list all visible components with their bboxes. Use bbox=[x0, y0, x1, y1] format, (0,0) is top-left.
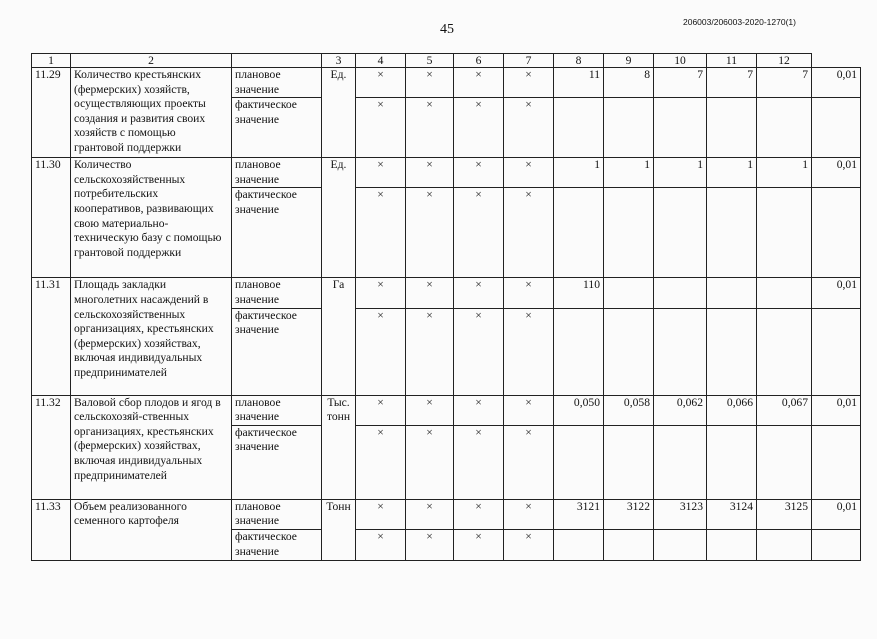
plan-value: 1 bbox=[554, 158, 604, 188]
plan-value: 1 bbox=[654, 158, 707, 188]
col-header: 1 bbox=[32, 54, 71, 68]
fact-value bbox=[654, 308, 707, 395]
plan-value: 7 bbox=[707, 68, 757, 98]
fact-label: фактическое значение bbox=[232, 529, 322, 560]
cross-cell: × bbox=[356, 98, 406, 158]
fact-value bbox=[707, 529, 757, 560]
cross-cell: × bbox=[406, 425, 454, 499]
fact-value bbox=[707, 308, 757, 395]
fact-value bbox=[554, 188, 604, 278]
cross-cell: × bbox=[504, 158, 554, 188]
cross-cell: × bbox=[504, 529, 554, 560]
cross-cell: × bbox=[504, 68, 554, 98]
cross-cell: × bbox=[504, 98, 554, 158]
fact-value bbox=[554, 529, 604, 560]
plan-value: 110 bbox=[554, 278, 604, 308]
cross-cell: × bbox=[504, 278, 554, 308]
fact-value bbox=[757, 529, 812, 560]
cross-cell: × bbox=[454, 98, 504, 158]
plan-label: плановое значение bbox=[232, 395, 322, 425]
cross-cell: × bbox=[356, 158, 406, 188]
fact-value bbox=[707, 188, 757, 278]
cross-cell: × bbox=[356, 425, 406, 499]
fact-value bbox=[554, 425, 604, 499]
plan-value bbox=[654, 278, 707, 308]
indicator-plan-row bbox=[32, 158, 861, 188]
fact-value bbox=[707, 98, 757, 158]
unit-cell: Тыс. тонн bbox=[322, 395, 356, 499]
col-header: 5 bbox=[406, 54, 454, 68]
fact-value bbox=[554, 98, 604, 158]
cross-cell: × bbox=[504, 188, 554, 278]
weight-cell: 0,01 bbox=[812, 158, 861, 188]
row-number: 11.33 bbox=[32, 499, 71, 560]
fact-value bbox=[604, 529, 654, 560]
cross-cell: × bbox=[454, 188, 504, 278]
page-number: 45 bbox=[440, 22, 454, 37]
weight-cell-empty bbox=[812, 188, 861, 278]
indicator-name: Валовой сбор плодов и ягод в сельскохозяй-ственных организациях, крестьянских (фермерских) хозяйствах, включая индивидуальных предпринимателей bbox=[71, 395, 232, 499]
plan-value bbox=[604, 278, 654, 308]
fact-label: фактическое значение bbox=[232, 98, 322, 158]
plan-value: 1 bbox=[707, 158, 757, 188]
col-header: 11 bbox=[707, 54, 757, 68]
plan-value: 3121 bbox=[554, 499, 604, 529]
fact-value bbox=[757, 425, 812, 499]
indicator-plan-row bbox=[32, 68, 861, 98]
cross-cell: × bbox=[454, 425, 504, 499]
cross-cell: × bbox=[454, 529, 504, 560]
col-header: 9 bbox=[604, 54, 654, 68]
cross-cell: × bbox=[454, 278, 504, 308]
cross-cell: × bbox=[356, 278, 406, 308]
cross-cell: × bbox=[406, 98, 454, 158]
fact-value bbox=[757, 98, 812, 158]
fact-value bbox=[604, 98, 654, 158]
plan-value: 0,067 bbox=[757, 395, 812, 425]
weight-cell-empty bbox=[812, 425, 861, 499]
weight-cell-empty bbox=[812, 98, 861, 158]
cross-cell: × bbox=[504, 499, 554, 529]
plan-value: 0,066 bbox=[707, 395, 757, 425]
plan-label: плановое значение bbox=[232, 499, 322, 529]
fact-label: фактическое значение bbox=[232, 425, 322, 499]
plan-value: 3122 bbox=[604, 499, 654, 529]
cross-cell: × bbox=[454, 68, 504, 98]
row-number: 11.31 bbox=[32, 278, 71, 395]
fact-label: фактическое значение bbox=[232, 308, 322, 395]
plan-value: 1 bbox=[604, 158, 654, 188]
row-number: 11.29 bbox=[32, 68, 71, 158]
fact-value bbox=[604, 425, 654, 499]
cross-cell: × bbox=[454, 395, 504, 425]
col-header bbox=[232, 54, 322, 68]
weight-cell: 0,01 bbox=[812, 395, 861, 425]
cross-cell: × bbox=[454, 308, 504, 395]
indicator-name: Количество крестьянских (фермерских) хозяйств, осуществляющих проекты создания и развития своих хозяйств с помощью грантовой поддержки bbox=[71, 68, 232, 158]
col-header: 4 bbox=[356, 54, 406, 68]
plan-value: 3125 bbox=[757, 499, 812, 529]
document-id: 206003/206003-2020-1270(1) bbox=[683, 17, 796, 27]
plan-value bbox=[757, 278, 812, 308]
plan-label: плановое значение bbox=[232, 278, 322, 308]
cross-cell: × bbox=[454, 499, 504, 529]
indicator-plan-row bbox=[32, 395, 861, 425]
col-header: 10 bbox=[654, 54, 707, 68]
cross-cell: × bbox=[406, 308, 454, 395]
cross-cell: × bbox=[406, 278, 454, 308]
fact-value bbox=[604, 308, 654, 395]
weight-cell: 0,01 bbox=[812, 278, 861, 308]
plan-value: 8 bbox=[604, 68, 654, 98]
cross-cell: × bbox=[406, 68, 454, 98]
indicators-table bbox=[31, 53, 861, 561]
plan-value: 11 bbox=[554, 68, 604, 98]
plan-value: 0,062 bbox=[654, 395, 707, 425]
cross-cell: × bbox=[356, 188, 406, 278]
unit-cell: Тонн bbox=[322, 499, 356, 560]
fact-value bbox=[654, 98, 707, 158]
plan-value: 7 bbox=[654, 68, 707, 98]
cross-cell: × bbox=[356, 395, 406, 425]
fact-label: фактическое значение bbox=[232, 188, 322, 278]
plan-value: 7 bbox=[757, 68, 812, 98]
cross-cell: × bbox=[504, 308, 554, 395]
fact-value bbox=[654, 188, 707, 278]
cross-cell: × bbox=[406, 529, 454, 560]
col-header: 6 bbox=[454, 54, 504, 68]
fact-value bbox=[654, 529, 707, 560]
cross-cell: × bbox=[406, 499, 454, 529]
fact-value bbox=[554, 308, 604, 395]
col-header: 7 bbox=[504, 54, 554, 68]
cross-cell: × bbox=[356, 499, 406, 529]
unit-cell: Га bbox=[322, 278, 356, 395]
row-number: 11.30 bbox=[32, 158, 71, 278]
col-header: 2 bbox=[71, 54, 232, 68]
fact-value bbox=[604, 188, 654, 278]
cross-cell: × bbox=[356, 68, 406, 98]
plan-value: 0,058 bbox=[604, 395, 654, 425]
col-header: 8 bbox=[554, 54, 604, 68]
weight-cell-empty bbox=[812, 529, 861, 560]
indicator-plan-row bbox=[32, 499, 861, 529]
cross-cell: × bbox=[454, 158, 504, 188]
cross-cell: × bbox=[356, 529, 406, 560]
fact-value bbox=[707, 425, 757, 499]
cross-cell: × bbox=[356, 308, 406, 395]
indicator-name: Площадь закладки многолетних насаждений в сельскохозяйственных организациях, крестьянских (фермерских) хозяйствах, включая индивидуальных предпринимателей bbox=[71, 278, 232, 395]
cross-cell: × bbox=[406, 158, 454, 188]
indicator-name: Объем реализованного семенного картофеля bbox=[71, 499, 232, 560]
plan-value bbox=[707, 278, 757, 308]
col-header: 3 bbox=[322, 54, 356, 68]
plan-value: 3123 bbox=[654, 499, 707, 529]
fact-value bbox=[757, 308, 812, 395]
fact-value bbox=[654, 425, 707, 499]
plan-value: 3124 bbox=[707, 499, 757, 529]
cross-cell: × bbox=[406, 188, 454, 278]
cross-cell: × bbox=[504, 395, 554, 425]
weight-cell: 0,01 bbox=[812, 499, 861, 529]
unit-cell: Ед. bbox=[322, 158, 356, 278]
weight-cell: 0,01 bbox=[812, 68, 861, 98]
cross-cell: × bbox=[504, 425, 554, 499]
plan-value: 0,050 bbox=[554, 395, 604, 425]
col-header: 12 bbox=[757, 54, 812, 68]
fact-value bbox=[757, 188, 812, 278]
row-number: 11.32 bbox=[32, 395, 71, 499]
cross-cell: × bbox=[406, 395, 454, 425]
unit-cell: Ед. bbox=[322, 68, 356, 158]
plan-label: плановое значение bbox=[232, 158, 322, 188]
header-row bbox=[32, 54, 861, 68]
plan-value: 1 bbox=[757, 158, 812, 188]
weight-cell-empty bbox=[812, 308, 861, 395]
indicator-plan-row bbox=[32, 278, 861, 308]
plan-label: плановое значение bbox=[232, 68, 322, 98]
indicator-name: Количество сельскохозяйственных потребительских кооперативов, развивающих свою материально-техническую базу с помощью грантовой поддержки bbox=[71, 158, 232, 278]
